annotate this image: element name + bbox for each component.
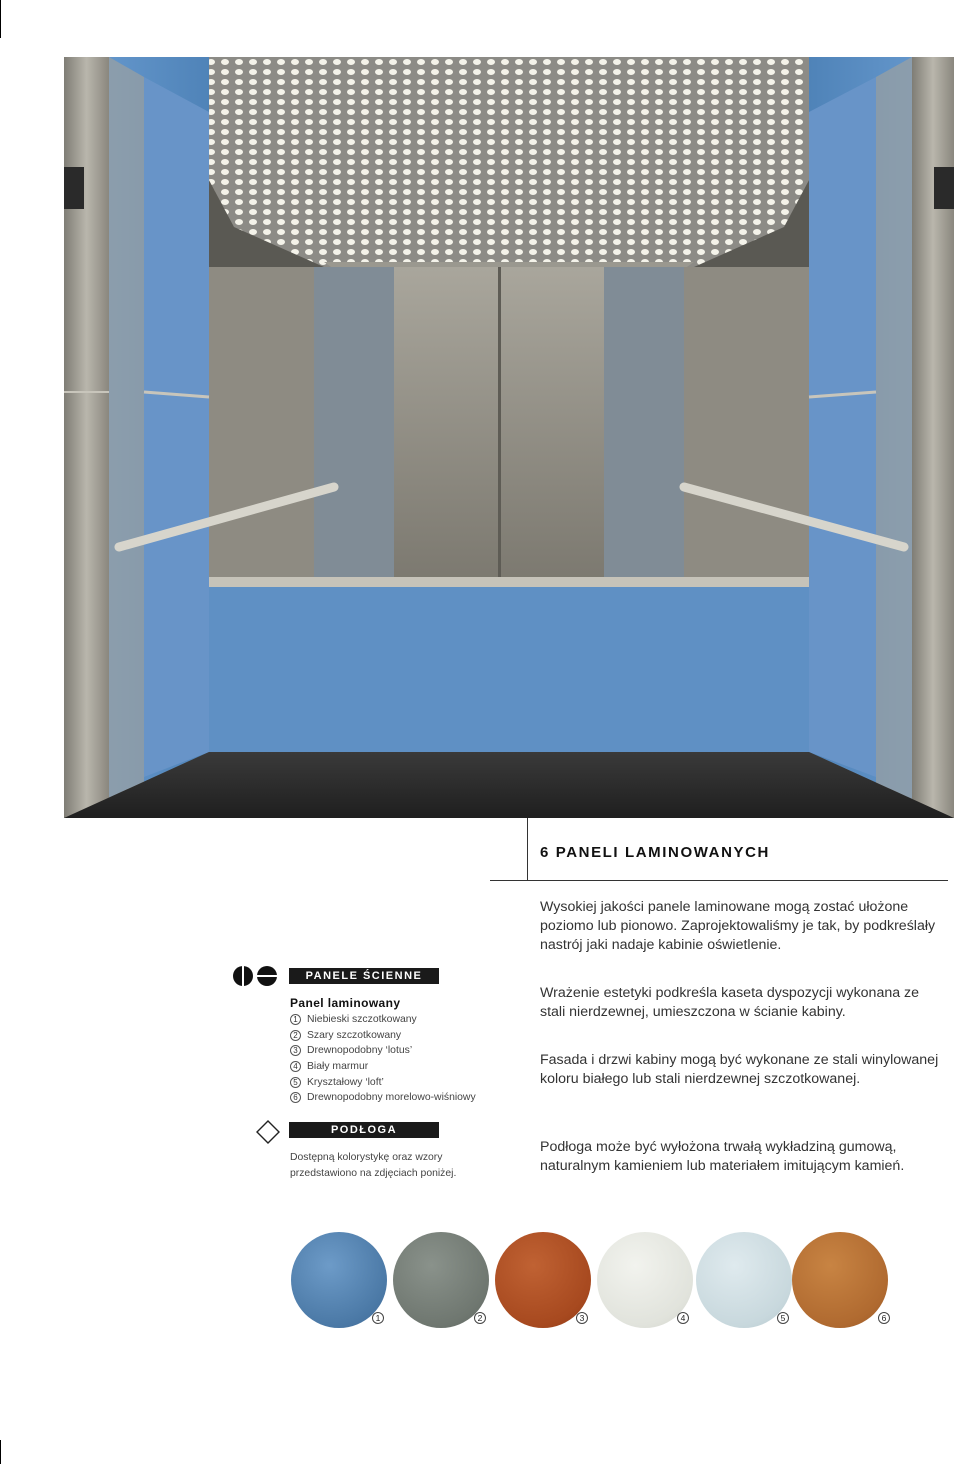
item-number: 5 <box>290 1077 301 1088</box>
list-item <box>290 1028 476 1044</box>
swatch-number: 3 <box>576 1312 588 1324</box>
wall-panels-orientation-icon <box>232 965 278 987</box>
item-number: 3 <box>290 1045 301 1056</box>
paragraph-panels: Wysokiej jakości panele laminowane mogą zostać ułożone poziomo lub pionowo. Zaprojektowaliśmy je tak, by podkreślały nastrój jaki nadaje kabinie oświetlenie. <box>540 899 936 953</box>
swatch-number: 2 <box>474 1312 486 1324</box>
swatch-number: 5 <box>777 1312 789 1324</box>
item-label: Kryształowy ‘loft’ <box>307 1076 384 1088</box>
swatch-number: 6 <box>878 1312 890 1324</box>
list-item <box>290 1059 476 1075</box>
item-label: Drewnopodobny ‘lotus’ <box>307 1045 413 1057</box>
swatch-6 <box>792 1232 888 1328</box>
wall-panels-list <box>290 1012 476 1106</box>
item-label: Drewnopodobny morelowo-wiśniowy <box>307 1092 476 1104</box>
floor-description: Dostępną kolorystykę oraz wzory przedstawiono na zdjęciach poniżej. <box>290 1152 457 1179</box>
heading-rule-vertical <box>527 818 528 880</box>
floor-title: PODŁOGA <box>289 1122 439 1138</box>
paragraph-cassette: Wrażenie estetyki podkreśla kaseta dyspozycji wykonana ze stali nierdzewnej, umieszczona w ścianie kabiny. <box>540 985 920 1020</box>
item-label: Biały marmur <box>307 1061 369 1073</box>
item-label: Niebieski szczotkowany <box>307 1014 417 1026</box>
section-heading: 6 PANELI LAMINOWANYCH <box>540 844 770 861</box>
crop-mark-top-left <box>0 0 1 38</box>
paragraph-facade: Fasada i drzwi kabiny mogą być wykonane ze stali winylowanej koloru białego lub stali nierdzewnej szczotkowanej. <box>540 1052 939 1087</box>
list-item <box>290 1043 476 1059</box>
list-item <box>290 1074 476 1090</box>
item-number: 4 <box>290 1061 301 1072</box>
heading-rule-horizontal <box>490 880 948 881</box>
wall-panels-title: PANELE ŚCIENNE <box>289 968 439 984</box>
item-label: Szary szczotkowany <box>307 1029 402 1041</box>
item-number: 1 <box>290 1014 301 1025</box>
floor-diamond-icon <box>256 1120 280 1144</box>
crop-mark-bottom-left <box>0 1440 1 1464</box>
list-item <box>290 1012 476 1028</box>
paragraph-floor: Podłoga może być wyłożona trwałą wykładziną gumową, naturalnym kamieniem lub materiałem imitującym kamień. <box>540 1139 905 1174</box>
list-item <box>290 1090 476 1106</box>
elevator-cabin-photo <box>64 57 954 818</box>
wall-panels-subtitle: Panel laminowany <box>290 996 401 1010</box>
item-number: 2 <box>290 1030 301 1041</box>
swatch-number: 4 <box>677 1312 689 1324</box>
item-number: 6 <box>290 1092 301 1103</box>
swatch-number: 1 <box>372 1312 384 1324</box>
